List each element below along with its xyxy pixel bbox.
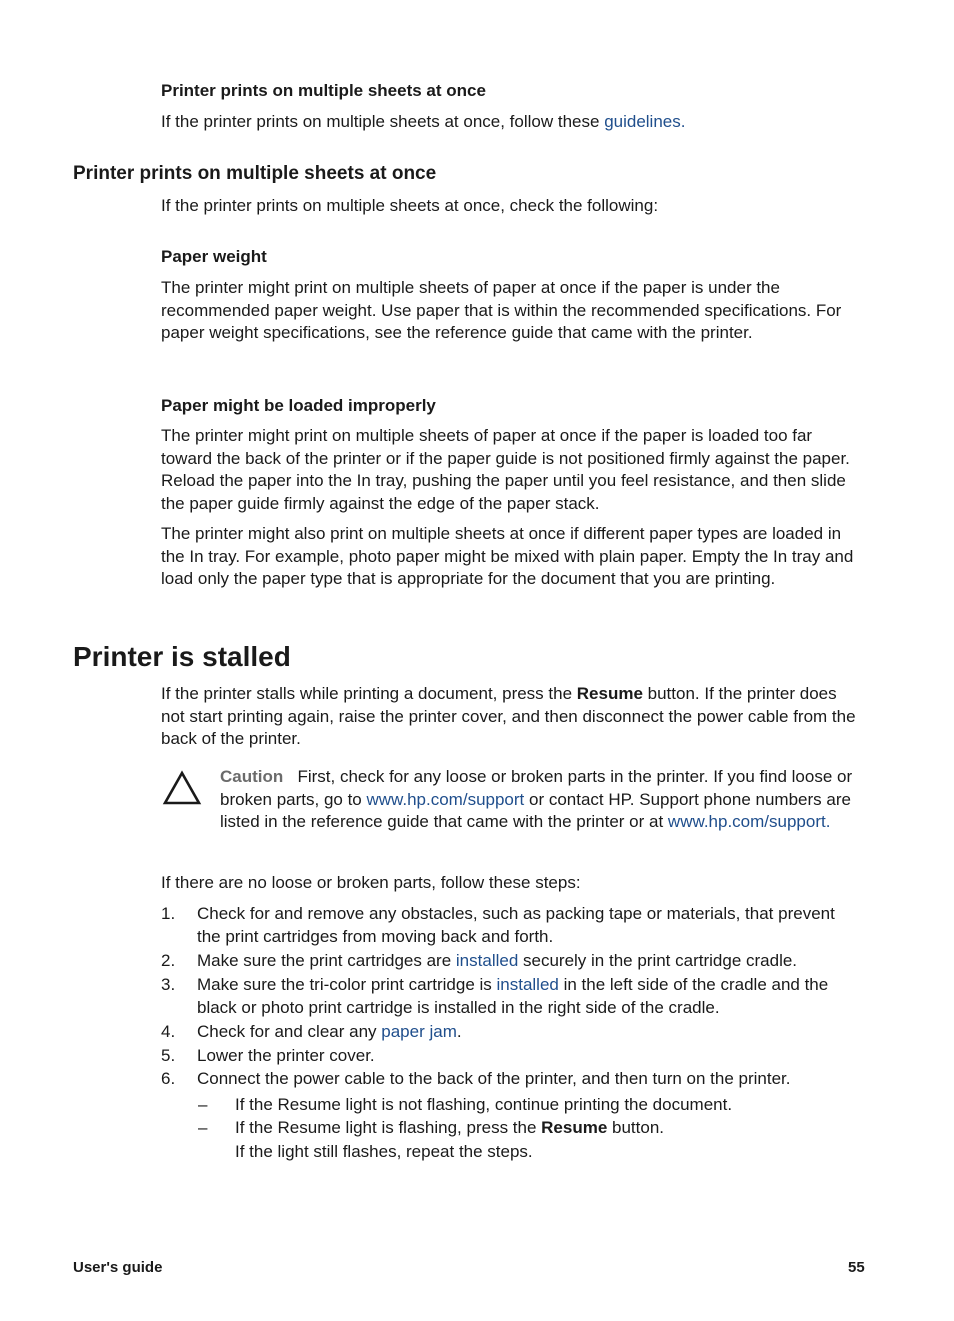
guidelines-paragraph: If the printer prints on multiple sheets at once, follow these guidelines.	[161, 112, 686, 131]
installed-link[interactable]: installed	[455, 951, 519, 970]
section-heading: Printer prints on multiple sheets at once	[161, 81, 486, 100]
stalled-intro-paragraph: If the printer stalls while printing a document, press the Resume button. If the printer does not start printing again, raise the printer cover, and then disconnect the power cable from the back of the printer.	[161, 684, 856, 748]
subsection-heading: Paper might be loaded improperly	[161, 396, 436, 415]
paper-weight-paragraph: The printer might print on multiple sheets of paper at once if the paper is under the recommended paper weight. Use paper that is within the recommended specifications. For paper weight specifications, see the reference guide that came with the printer.	[161, 278, 842, 342]
steps-intro: If there are no loose or broken parts, follow these steps:	[161, 873, 581, 892]
substep-note: If the light still flashes, repeat the steps.	[235, 1142, 533, 1161]
loaded-improperly-paragraph: The printer might print on multiple sheets of paper at once if the paper is loaded too far toward the back of the printer or if the paper guide is not positioned firmly against the paper. Reload the paper into the In tray, pushing the paper until you feel resistance, and then slide the paper guide firmly against the edge of the paper stack.	[161, 426, 850, 513]
hp-support-link[interactable]: www.hp.com/support	[366, 789, 525, 809]
caution-label: Caution	[220, 767, 284, 786]
installed-link[interactable]: installed	[496, 975, 559, 994]
caution-note: Caution First, check for any loose or broken parts in the printer. If you find loose or broken parts, go to www.hp.com/support or contact HP. Support phone numbers are listed in the reference guide that came with the printer or at www.hp.com/support.	[220, 767, 853, 831]
paper-types-paragraph: The printer might also print on multiple sheets at once if different paper types are loaded in the In tray. For example, photo paper might be mixed with plain paper. Empty the In tray and load only the paper type that is appropriate for the document that you are printing.	[161, 524, 854, 588]
page-title: Printer is stalled	[73, 641, 291, 672]
caution-triangle-icon	[162, 770, 202, 806]
intro-paragraph: If the printer prints on multiple sheets at once, check the following:	[161, 196, 659, 215]
paper-jam-link[interactable]: paper jam	[381, 1022, 457, 1041]
hp-support-link[interactable]: www.hp.com/support	[667, 812, 826, 831]
section-heading: Printer prints on multiple sheets at once	[73, 163, 437, 184]
guidelines-link[interactable]: guidelines.	[604, 112, 686, 131]
page-number: 55	[848, 1259, 865, 1276]
subsection-heading: Paper weight	[161, 247, 267, 266]
footer-title: User's guide	[73, 1259, 163, 1276]
